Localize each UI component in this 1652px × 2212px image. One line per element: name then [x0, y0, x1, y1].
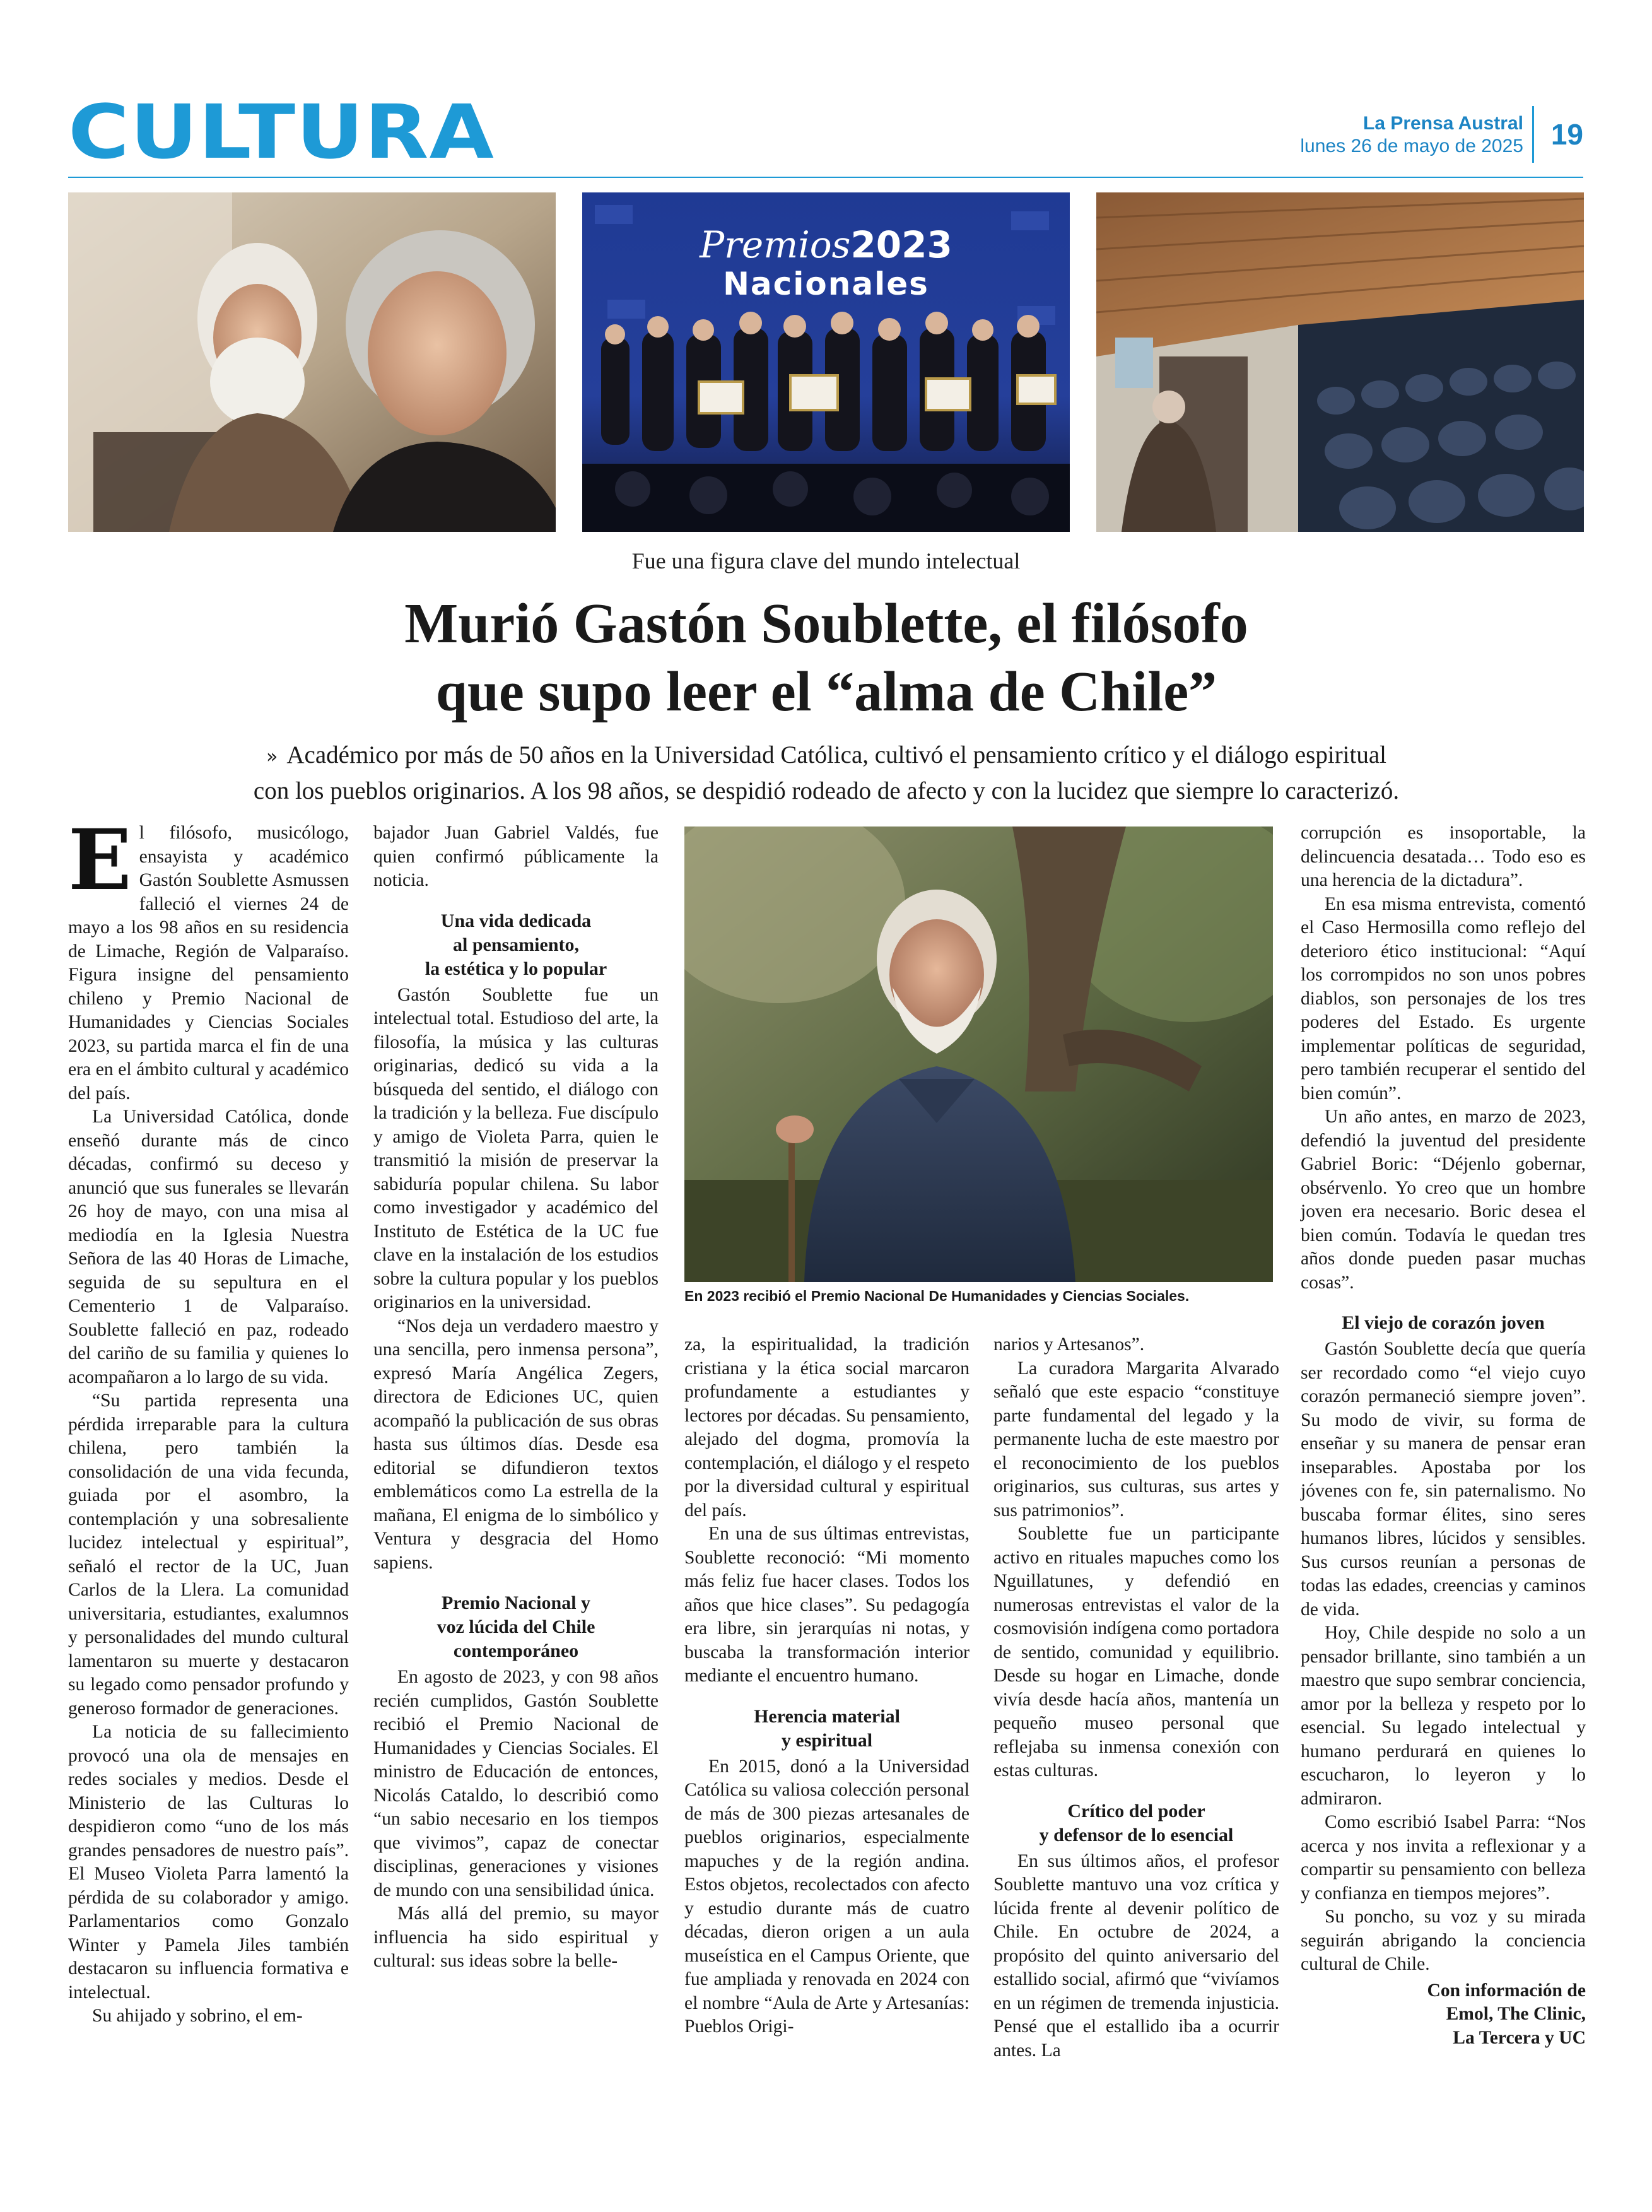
article-column-4: [993, 1333, 1279, 2062]
paragraph: narios y Artesanos”.: [993, 1334, 1145, 1355]
deck-line-2: con los pueblos originarios. A los 98 años, se despidió rodeado de afecto y con la lucidez que siempre lo caracterizó.: [253, 777, 1400, 804]
paragraph: Gastón Soublette decía que quería ser recordado como “el viejo cuyo corazón permaneció siempre joven”. Su modo de vivir, su forma de enseñar y su manera de pensar eran inseparables. Apostaba por los jóvenes con fe, sin paternalismo. No buscaba formar élites, sino seres humanos libres, lúcidos y sensibles. Sus cursos reunían a personas de todas las edades, creencias y caminos de vida.: [1301, 1339, 1586, 1620]
paragraph: “Nos deja un verdadero maestro y una sencilla, pero inmensa persona”, expresó María Angélica Zegers, directora de Ediciones UC, quien acompañó la publicación de sus obras hasta sus últimos días. Desde esa editorial se difundieron textos emblemáticos como La estrella de la mañana, El enigma de lo simbólico y Ventura y desgracia del Homo sapiens.: [373, 1315, 659, 1573]
banner-subtitle: Nacionales: [723, 266, 929, 302]
banner-year: 2023: [850, 223, 952, 266]
sources-line: Con información de: [1427, 1980, 1586, 2001]
paragraph: Su poncho, su voz y su mirada seguirán abrigando la conciencia cultural de Chile.: [1301, 1907, 1586, 1974]
photo-couple-portrait: [68, 192, 556, 532]
paragraph: En sus últimos años, el profesor Soublette mantuvo una voz crítica y lúcida frente al devenir político de Chile. En octubre de 2024, a propósito del quinto aniversario del estallido social, afirmó que “vivíamos en un régimen de tremenda injusticia. Pensé que el estallido iba a ocurrir antes. La: [993, 1850, 1279, 2061]
paragraph: bajador Juan Gabriel Valdés, fue quien confirmó públicamente la noticia.: [373, 823, 659, 890]
paragraph: En una de sus últimas entrevistas, Soublette reconoció: “Mi momento más feliz fue hacer clases. Todos los años que hice clases”. Su pedagogía era libre, sin jerarquías ni notas, y buscaba la transformación interior mediante el encuentro humano.: [684, 1524, 970, 1686]
subheading-line: voz lúcida del Chile: [436, 1616, 595, 1637]
paragraph: corrupción es insoportable, la delincuencia desatada… Todo eso es una herencia de la dictadura”.: [1301, 823, 1586, 890]
newspaper-name: La Prensa Austral: [1363, 113, 1523, 134]
subheading-line: al pensamiento,: [452, 934, 579, 955]
subheading: [993, 1799, 1279, 1847]
paragraph: “Su partida representa una pérdida irreparable para la cultura chilena, pero también la consolidación de una vida fecunda, guiada por el asombro, la contemplación y una sobresaliente lucidez intelectual y espiritual”, señaló el rector de la UC, Juan Carlos de la Llera. La comunidad universitaria, estudiantes, exalumnos y personalidades del mundo cultural lamentaron su muerte y destacaron su legado como pensador profundo y generoso formador de generaciones.: [68, 1391, 349, 1719]
subheading: El viejo de corazón joven: [1342, 1312, 1545, 1333]
headline-line-2: que supo leer el “alma de Chile”: [435, 661, 1217, 723]
article-sources: [1301, 1979, 1586, 2050]
publication-date: lunes 26 de mayo de 2025: [1300, 136, 1523, 156]
paragraph: Como escribió Isabel Parra: “Nos acerca y nos invita a reflexionar y a compartir su pensamiento con belleza y confianza en tiempos mejores”.: [1301, 1812, 1586, 1903]
subheading: [684, 1705, 970, 1753]
header-rule: [68, 177, 1583, 178]
sources-line: Emol, The Clinic,: [1446, 2004, 1586, 2024]
paragraph: l filósofo, musicólogo, ensayista y académico Gastón Soublette Asmussen falleció el viernes 24 de mayo a los 98 años en su residencia de Limache, Región de Valparaíso. Figura insigne del pensamiento chileno y Premio Nacional de Humanidades y Ciencias Sociales 2023, su partida marca el fin de una era en el ámbito cultural y académico del país.: [68, 823, 349, 1103]
deck-line-1: Académico por más de 50 años en la Universidad Católica, cultivó el pensamiento crítico y el diálogo espiritual: [286, 741, 1386, 768]
subheading-line: Crítico del poder: [1067, 1800, 1205, 1821]
newspaper-meta: [1300, 112, 1523, 158]
article-column-1: [68, 811, 349, 2028]
paragraph: za, la espiritualidad, la tradición cristiana y la ética social marcaron profundamente a estudiantes y lectores por décadas. Su pensamiento, alejado del dogma, promovía la contemplación, el diálogo y el respeto por la diversidad cultural y espiritual del país.: [684, 1334, 970, 1521]
subheading-line: Herencia material: [754, 1705, 900, 1727]
banner-word: Premios: [700, 223, 851, 266]
section-title: CULTURA: [68, 88, 495, 175]
article-kicker: Fue una figura clave del mundo intelectual: [631, 548, 1021, 574]
article-headline: [189, 590, 1463, 726]
photo-caption: En 2023 recibió el Premio Nacional De Humanidades y Ciencias Sociales.: [684, 1288, 1190, 1304]
photo-lecture-hall: [1096, 192, 1584, 532]
subheading-line: y defensor de lo esencial: [1039, 1824, 1234, 1845]
paragraph: La Universidad Católica, donde enseñó durante más de cinco décadas, confirmó su deceso y anunció que sus funerales se llevarán 26 hoy de mayo, con una misa al mediodía en la Iglesia Nuestra Señora de las 40 Horas de Limache, seguida de su sepultura en el Cementerio 1 de Valparaíso. Soublette falleció en paz, rodeado del cariño de su familia y quienes lo acompañaron a lo largo de su vida.: [68, 1107, 349, 1387]
paragraph: Su ahijado y sobrino, el em-: [92, 2006, 303, 2026]
paragraph: En agosto de 2023, y con 98 años recién cumplidos, Gastón Soublette recibió el Premio Nacional de Humanidades y Ciencias Sociales. El ministro de Educación de entonces, Nicolás Cataldo, lo describió como “un sabio necesario en los tiempos que vivimos”, capaz de conectar disciplinas, generaciones y visiones de mundo con una sensibilidad única.: [373, 1667, 659, 1900]
subheading-line: contemporáneo: [453, 1640, 579, 1661]
paragraph: Hoy, Chile despide no solo a un pensador brillante, sino también a un maestro que supo sembrar conciencia, amor por la belleza y respeto por lo esencial. Su legado intelectual y humano perdurará en quienes lo escucharon, lo leyeron y lo admiraron.: [1301, 1623, 1586, 1809]
subheading-line: la estética y lo popular: [425, 958, 607, 979]
paragraph: Soublette fue un participante activo en rituales mapuches como los Nguillatunes, y defendió en numerosas entrevistas el valor de la cosmovisión indígena como portadora de sentido, comunidad y equilibrio. Desde su hogar en Limache, donde vivía desde hacía años, mantenía un pequeño museo personal que reflejaba su inmensa conexión con estas culturas.: [993, 1524, 1279, 1780]
page-header: [68, 81, 1583, 179]
paragraph: En esa misma entrevista, comentó el Caso Hermosilla como reflejo del deterioro ético institucional: “Aquí los corrompidos no son unos pobres diablos, son personajes de los tres poderes del Estado. Es urgente implementar políticas de seguridad, pero también recuperar el sentido del bien común”.: [1301, 893, 1586, 1103]
article-column-2: [373, 821, 659, 1974]
sources-line: La Tercera y UC: [1453, 2027, 1586, 2048]
paragraph: Gastón Soublette fue un intelectual total. Estudioso del arte, la filosofía, la música y las culturas originarias, dedicó su vida a la búsqueda del sentido, el diálogo con la tradición y la belleza. Fue discípulo y amigo de Violeta Parra, quien le transmitió la misión de preservar la sabiduría popular chilena. Su labor como investigador y académico del Instituto de Estética de la UC fue clave en la instalación de los estudios sobre la cultura popular y los pueblos originarios en la universidad.: [373, 984, 659, 1312]
paragraph: La noticia de su fallecimiento provocó una ola de mensajes en redes sociales y medios. Desde el Ministerio de las Culturas lo despidieron como “uno de los más grandes pensadores de nuestro país”. El Museo Violeta Parra lamentó la pérdida de su colaborador y amigo. Parlamentarios como Gonzalo Winter y Pamela Jiles también destacaron su influencia formativa e intelectual.: [68, 1722, 349, 2003]
ceremony-banner: [582, 224, 1070, 302]
paragraph: Un año antes, en marzo de 2023, defendió la juventud del presidente Gabriel Boric: “Déjenlo gobernar, obsérvenlo. Yo creo que un hombre joven era necesario. Boric desea el bien común. Todavía le quedan tres años donde pueden pasar muchas cosas”.: [1301, 1107, 1586, 1293]
headline-line-1: Murió Gastón Soublette, el filósofo: [404, 592, 1248, 655]
paragraph: En 2015, donó a la Universidad Católica su valiosa colección personal de más de 300 piezas artesanales de pueblos originarios, especialmente mapuches y de la región andina. Estos objetos, recolectados con afecto y estudio durante más de cuatro décadas, dieron origen a un aula museística en el Campus Oriente, que fue ampliada y renovada en 2024 con el nombre “Aula de Arte y Artesanías: Pueblos Origi-: [684, 1756, 970, 2037]
subheading-line: y espiritual: [781, 1729, 873, 1751]
page-number: 19: [1532, 106, 1583, 163]
article-deck: [95, 738, 1558, 808]
photo-soublette-portrait: [684, 827, 1273, 1282]
article-column-5: [1301, 821, 1586, 2050]
subheading: [373, 1591, 659, 1663]
deck-arrow-icon: »: [266, 746, 278, 768]
drop-cap: E: [68, 811, 132, 909]
paragraph: Más allá del premio, su mayor influencia ha sido espiritual y cultural: sus ideas sobre la belle-: [373, 1903, 659, 1971]
photo-award-ceremony: [582, 192, 1070, 532]
subheading: [373, 909, 659, 981]
subheading-line: Una vida dedicada: [440, 910, 592, 931]
subheading-line: Premio Nacional y: [441, 1592, 591, 1613]
article-column-3: [684, 1333, 970, 2039]
paragraph: La curadora Margarita Alvarado señaló que este espacio “constituye parte fundamental del legado y la permanente lucha de este maestro por el reconocimiento de los pueblos originarios, sus culturas, sus artes y sus patrimonios”.: [993, 1358, 1279, 1521]
